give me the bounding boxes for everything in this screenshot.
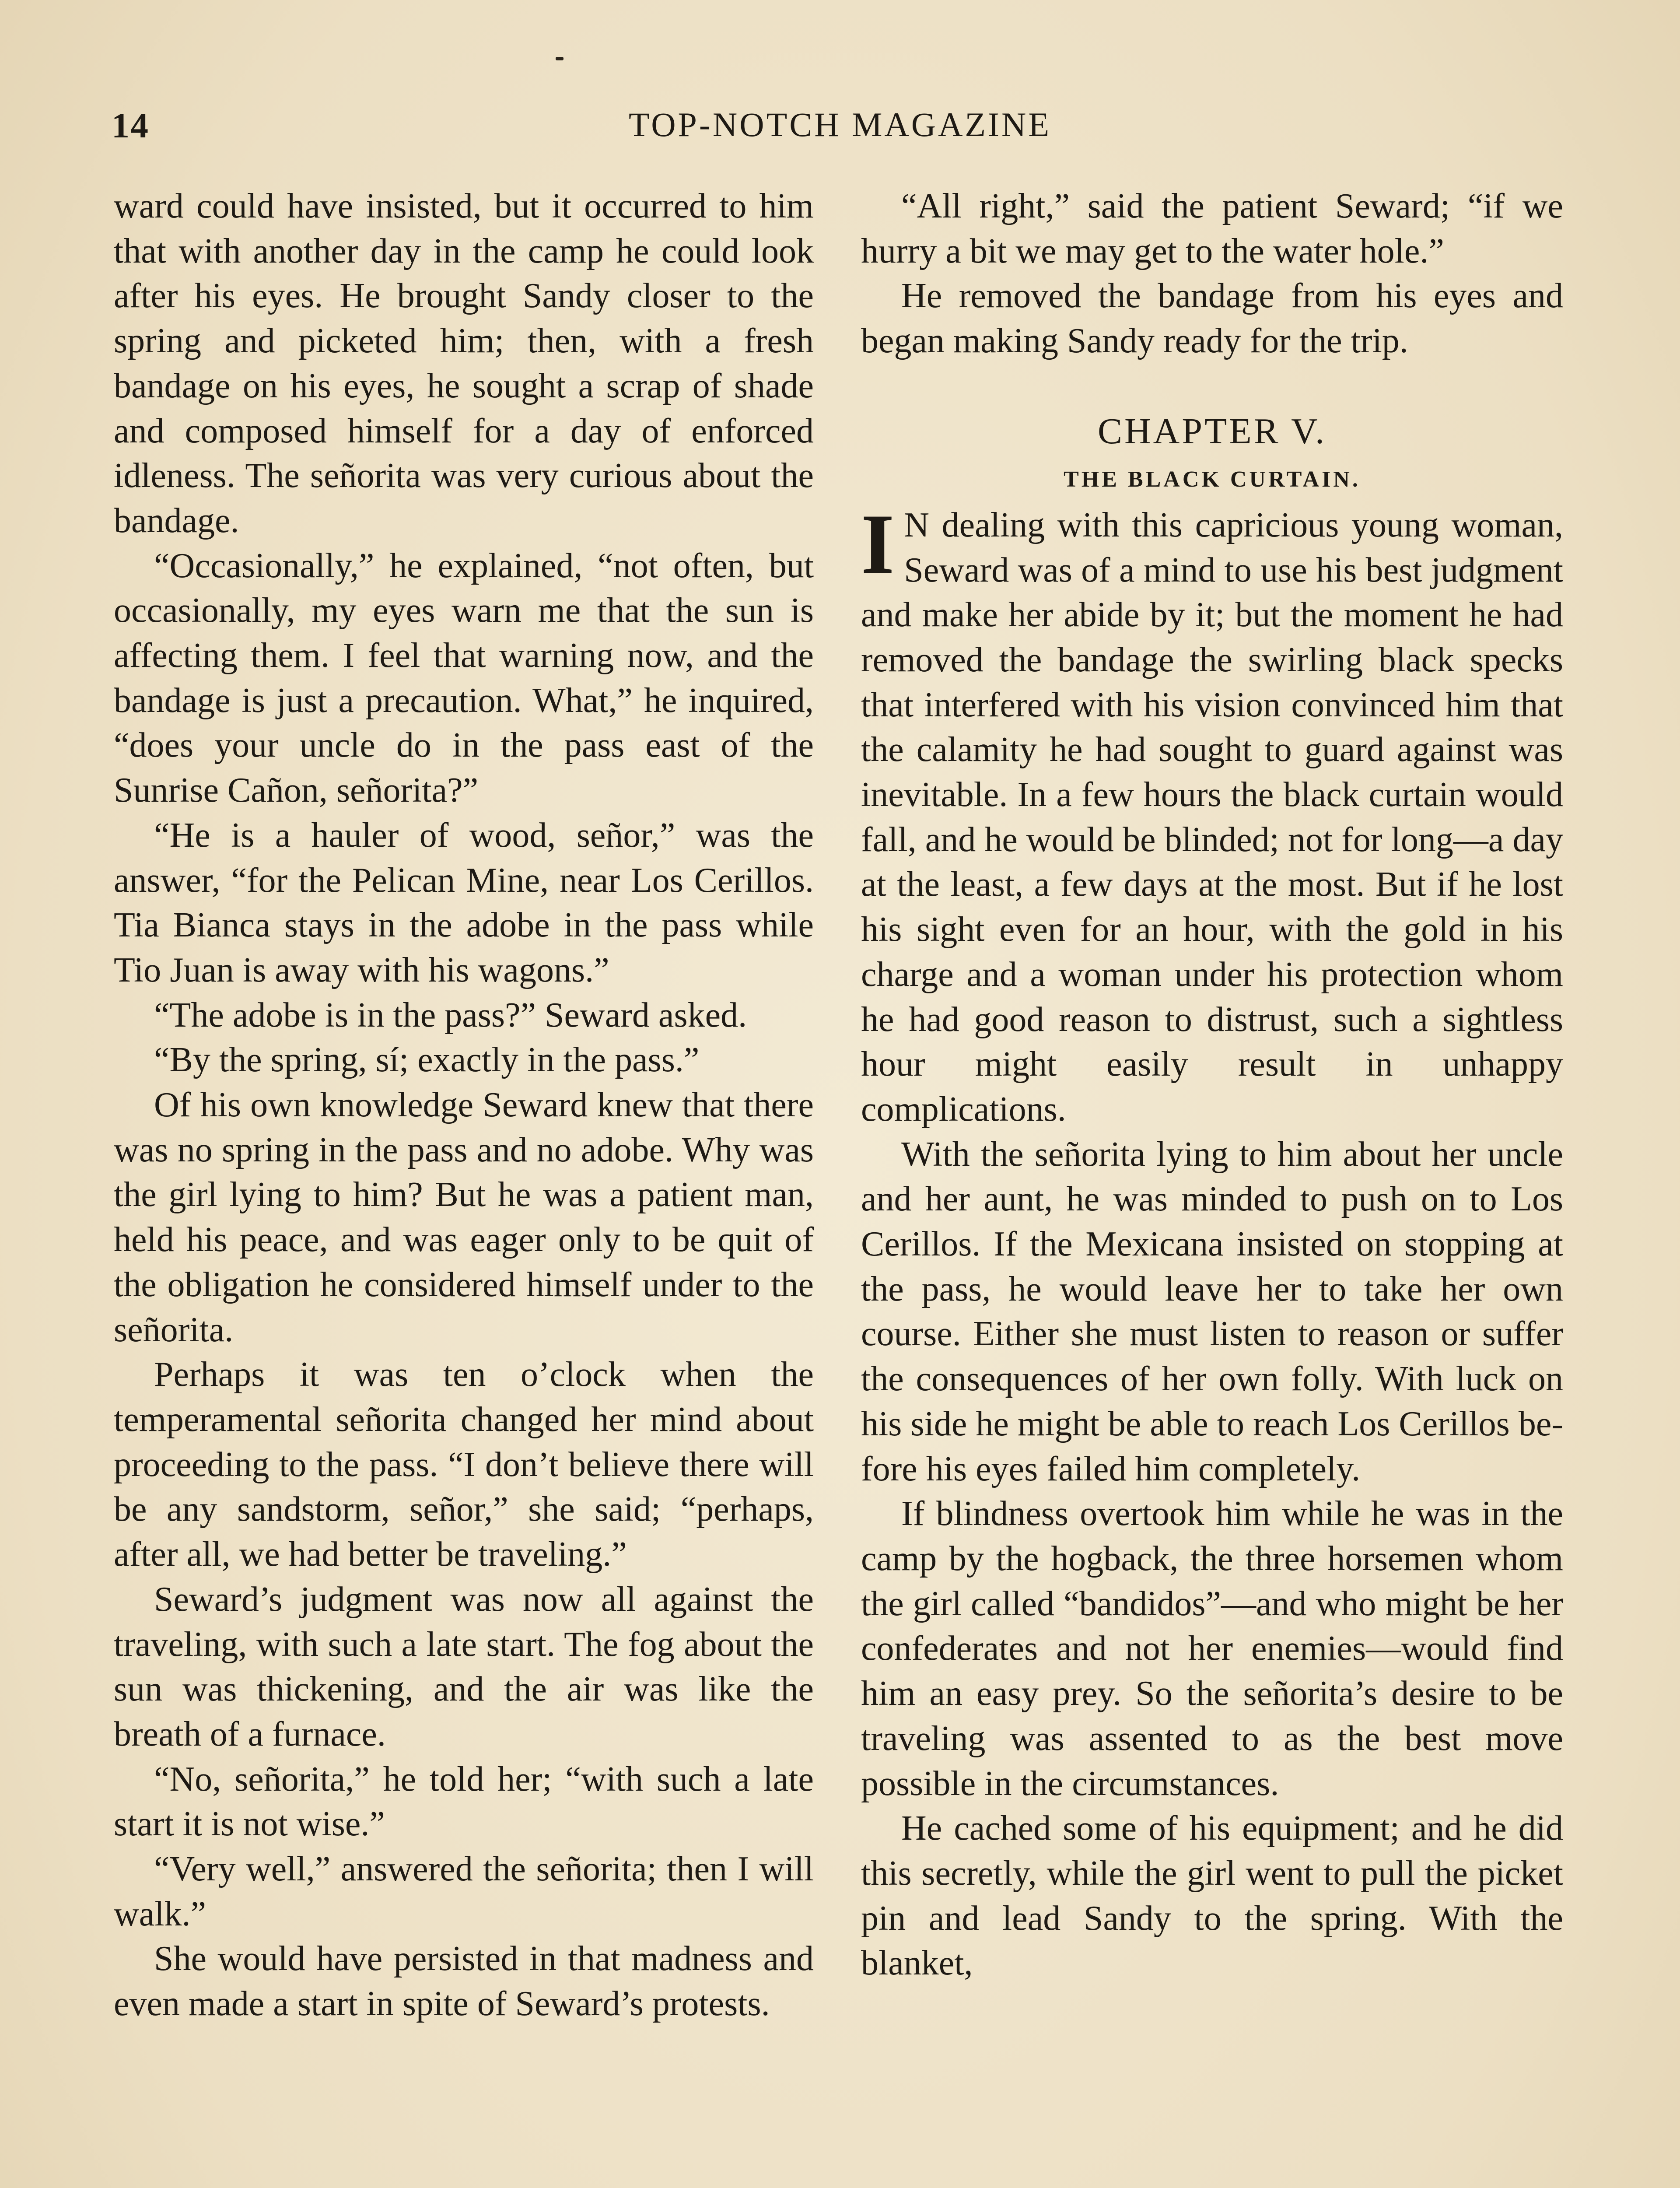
paragraph: Of his own knowledge Seward knew that there was no spring in the pass and no adobe. Why was the girl lying to him? But he was a patient man, held his peace, and was eager only to be quit of the obligation he considered himself under to the señorita.	[114, 1086, 814, 1349]
paragraph-text: N dealing with this capricious young woman, Seward was of a mind to use his best judgment and make her abide by it; but the moment he had removed the bandage the swirling black specks that interfered with his vision convinced him that the calamity he had sought to guard against was inevitable. In a few hours the black curtain would fall, and he would be blinded; not for long—a day at the least, a few days at the most. But if he lost his sight even for an hour, with the gold in his charge and a woman under his protection whom he had good reason to distrust, such a sightless hour might easily result in unhappy complications.	[861, 505, 1563, 1129]
chapter-title: CHAPTER V.	[1097, 410, 1327, 452]
paragraph: Perhaps it was ten o’clock when the temperamental señorita changed her mind about proceeding to the pass. “I don’t believe there will be any sandstorm, señor,” she said; “perhaps, after all, we had better be traveling.”	[114, 1355, 814, 1574]
paragraph: “By the spring, sí; exactly in the pass.”	[154, 1041, 700, 1080]
paragraph: “The adobe is in the pass?” Seward asked.	[154, 996, 747, 1034]
paragraph: She would have persisted in that madness and even made a start in spite of Seward’s protests.	[114, 1939, 814, 2023]
right-column	[861, 184, 1563, 1986]
paragraph: “Occasionally,” he explained, “not often, but occasionally, my eyes warn me that the sun is affecting them. I feel that warning now, and the bandage is just a precaution. What,” he inquired, “does your uncle do in the pass east of the Sunrise Cañon, señorita?”	[114, 546, 814, 810]
paragraph: If blindness overtook him while he was in the camp by the hogback, the three horsemen whom the girl called “bandidos”—and who might be her confederates and not her enemies—would find him an easy prey. So the señorita’s desire to be traveling was assented to as the best move possible in the circumstances.	[861, 1494, 1563, 1803]
paragraph: ward could have insisted, but it occurred to him that with another day in the camp he could look after his eyes. He brought Sandy closer to the spring and picketed him; then, with a fresh bandage on his eyes, he sought a scrap of shade and composed himself for a day of enforced idleness. The señorita was very curious about the bandage.	[114, 187, 814, 540]
paragraph: He cached some of his equipment; and he did this secretly, while the girl went to pull the picket pin and lead Sandy to the spring. With the blanket,	[861, 1809, 1563, 1983]
paragraph: Seward’s judgment was now all against the traveling, with such a late start. The fog about the sun was thickening, and the air was like the breath of a furnace.	[114, 1580, 814, 1753]
chapter-opening-paragraph	[861, 496, 1563, 1132]
paragraph: He removed the bandage from his eyes and began making Sandy ready for the trip.	[861, 277, 1563, 361]
running-title: TOP-NOTCH MAGAZINE	[628, 105, 1051, 144]
page-header	[112, 105, 1568, 158]
drop-cap: I	[861, 496, 895, 592]
paragraph: “No, señorita,” he told her; “with such a late start it is not wise.”	[114, 1760, 814, 1844]
left-column	[114, 184, 814, 2027]
ink-speck	[556, 57, 564, 60]
paragraph: With the señorita lying to him about her uncle and her aunt, he was minded to push on to Los Cerillos. If the Mexicana insisted on stopping at the pass, he would leave her to take her own course. Either she must listen to reason or suffer the consequences of her own folly. With luck on his side he might be able to reach Los Cerillos before his eyes failed him completely.	[861, 1135, 1563, 1488]
paragraph: “Very well,” answered the señorita; then I will walk.”	[114, 1850, 814, 1933]
chapter-heading	[861, 407, 1563, 495]
chapter-subtitle: THE BLACK CURTAIN.	[1064, 466, 1361, 492]
page-number: 14	[112, 105, 149, 145]
paragraph: “All right,” said the patient Seward; “if we hurry a bit we may get to the water hole.”	[861, 187, 1563, 270]
paragraph: “He is a hauler of wood, señor,” was the answer, “for the Pelican Mine, near Los Cerillos. Tia Bianca stays in the adobe in the pass while Tio Juan is away with his wagons.”	[114, 816, 814, 989]
